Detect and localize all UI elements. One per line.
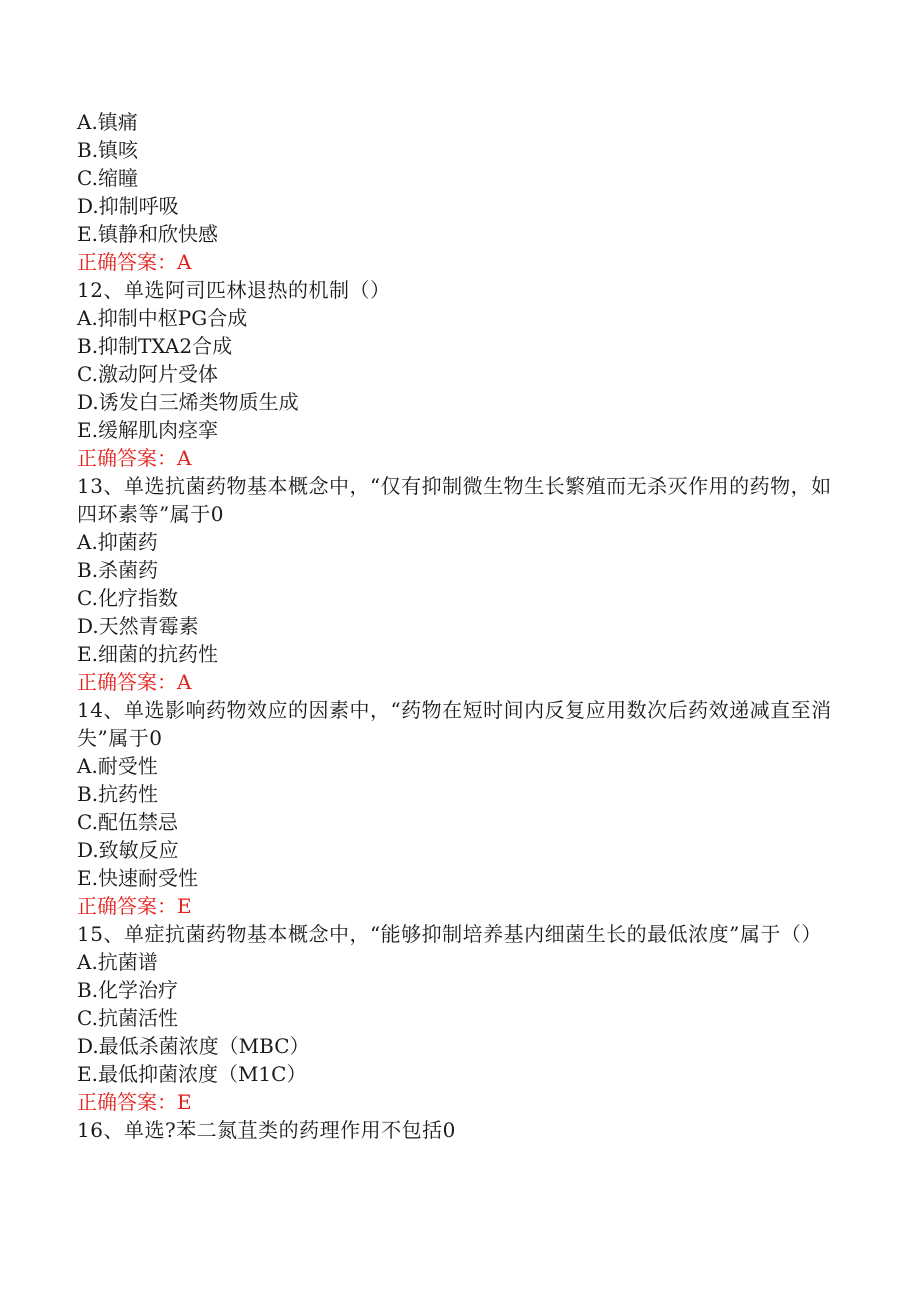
- option-a: A.抑菌药: [77, 530, 158, 554]
- option-e: E.缓解肌肉痉挛: [77, 418, 218, 442]
- option-c: C.化疗指数: [77, 586, 178, 610]
- option-d: D.天然青霉素: [77, 614, 199, 638]
- correct-answer: 正确答案：E: [77, 894, 192, 918]
- question-text: 13、单选抗菌药物基本概念中，“仅有抑制微生物生长繁殖而无杀灭作用的药物，如四环素等”属于0: [77, 474, 832, 526]
- option-c: C.激动阿片受体: [77, 362, 218, 386]
- correct-answer: 正确答案：E: [77, 1090, 192, 1114]
- option-d: D.诱发白三烯类物质生成: [77, 390, 299, 414]
- option-c: C.配伍禁忌: [77, 810, 178, 834]
- question-text: 12、单选阿司匹林退热的机制（）: [77, 278, 391, 302]
- option-e: E.镇静和欣快感: [77, 222, 218, 246]
- option-d: D.致敏反应: [77, 838, 179, 862]
- option-c: C.抗菌活性: [77, 1006, 178, 1030]
- option-b: B.抗药性: [77, 782, 159, 806]
- option-e: E.最低抑菌浓度（M1C）: [77, 1062, 307, 1086]
- option-c: C.缩瞳: [77, 166, 138, 190]
- option-e: E.快速耐受性: [77, 866, 198, 890]
- document-page: [77, 108, 837, 1144]
- question-text: 14、单选影响药物效应的因素中，“药物在短时间内反复应用数次后药效递减直至消失”属于0: [77, 698, 832, 750]
- question-block: [77, 472, 837, 696]
- correct-answer: 正确答案：A: [77, 250, 192, 274]
- option-b: B.镇咳: [77, 138, 139, 162]
- option-b: B.抑制TXA2合成: [77, 334, 233, 358]
- option-b: B.化学治疗: [77, 978, 179, 1002]
- option-b: B.杀菌药: [77, 558, 159, 582]
- question-block: [77, 1116, 837, 1144]
- question-text: 15、单症抗菌药物基本概念中，“能够抑制培养基内细菌生长的最低浓度”属于（）: [77, 922, 822, 946]
- question-block: [77, 920, 837, 1116]
- option-e: E.细菌的抗药性: [77, 642, 218, 666]
- correct-answer: 正确答案：A: [77, 670, 192, 694]
- option-a: A.抑制中枢PG合成: [77, 306, 248, 330]
- question-block: [77, 108, 837, 276]
- question-block: [77, 696, 837, 920]
- correct-answer: 正确答案：A: [77, 446, 192, 470]
- option-a: A.耐受性: [77, 754, 158, 778]
- question-text: 16、单选?苯二氮苴类的药理作用不包括0: [77, 1118, 456, 1142]
- option-d: D.最低杀菌浓度（MBC）: [77, 1034, 310, 1058]
- question-block: [77, 276, 837, 472]
- option-a: A.抗菌谱: [77, 950, 158, 974]
- option-a: A.镇痛: [77, 110, 138, 134]
- option-d: D.抑制呼吸: [77, 194, 179, 218]
